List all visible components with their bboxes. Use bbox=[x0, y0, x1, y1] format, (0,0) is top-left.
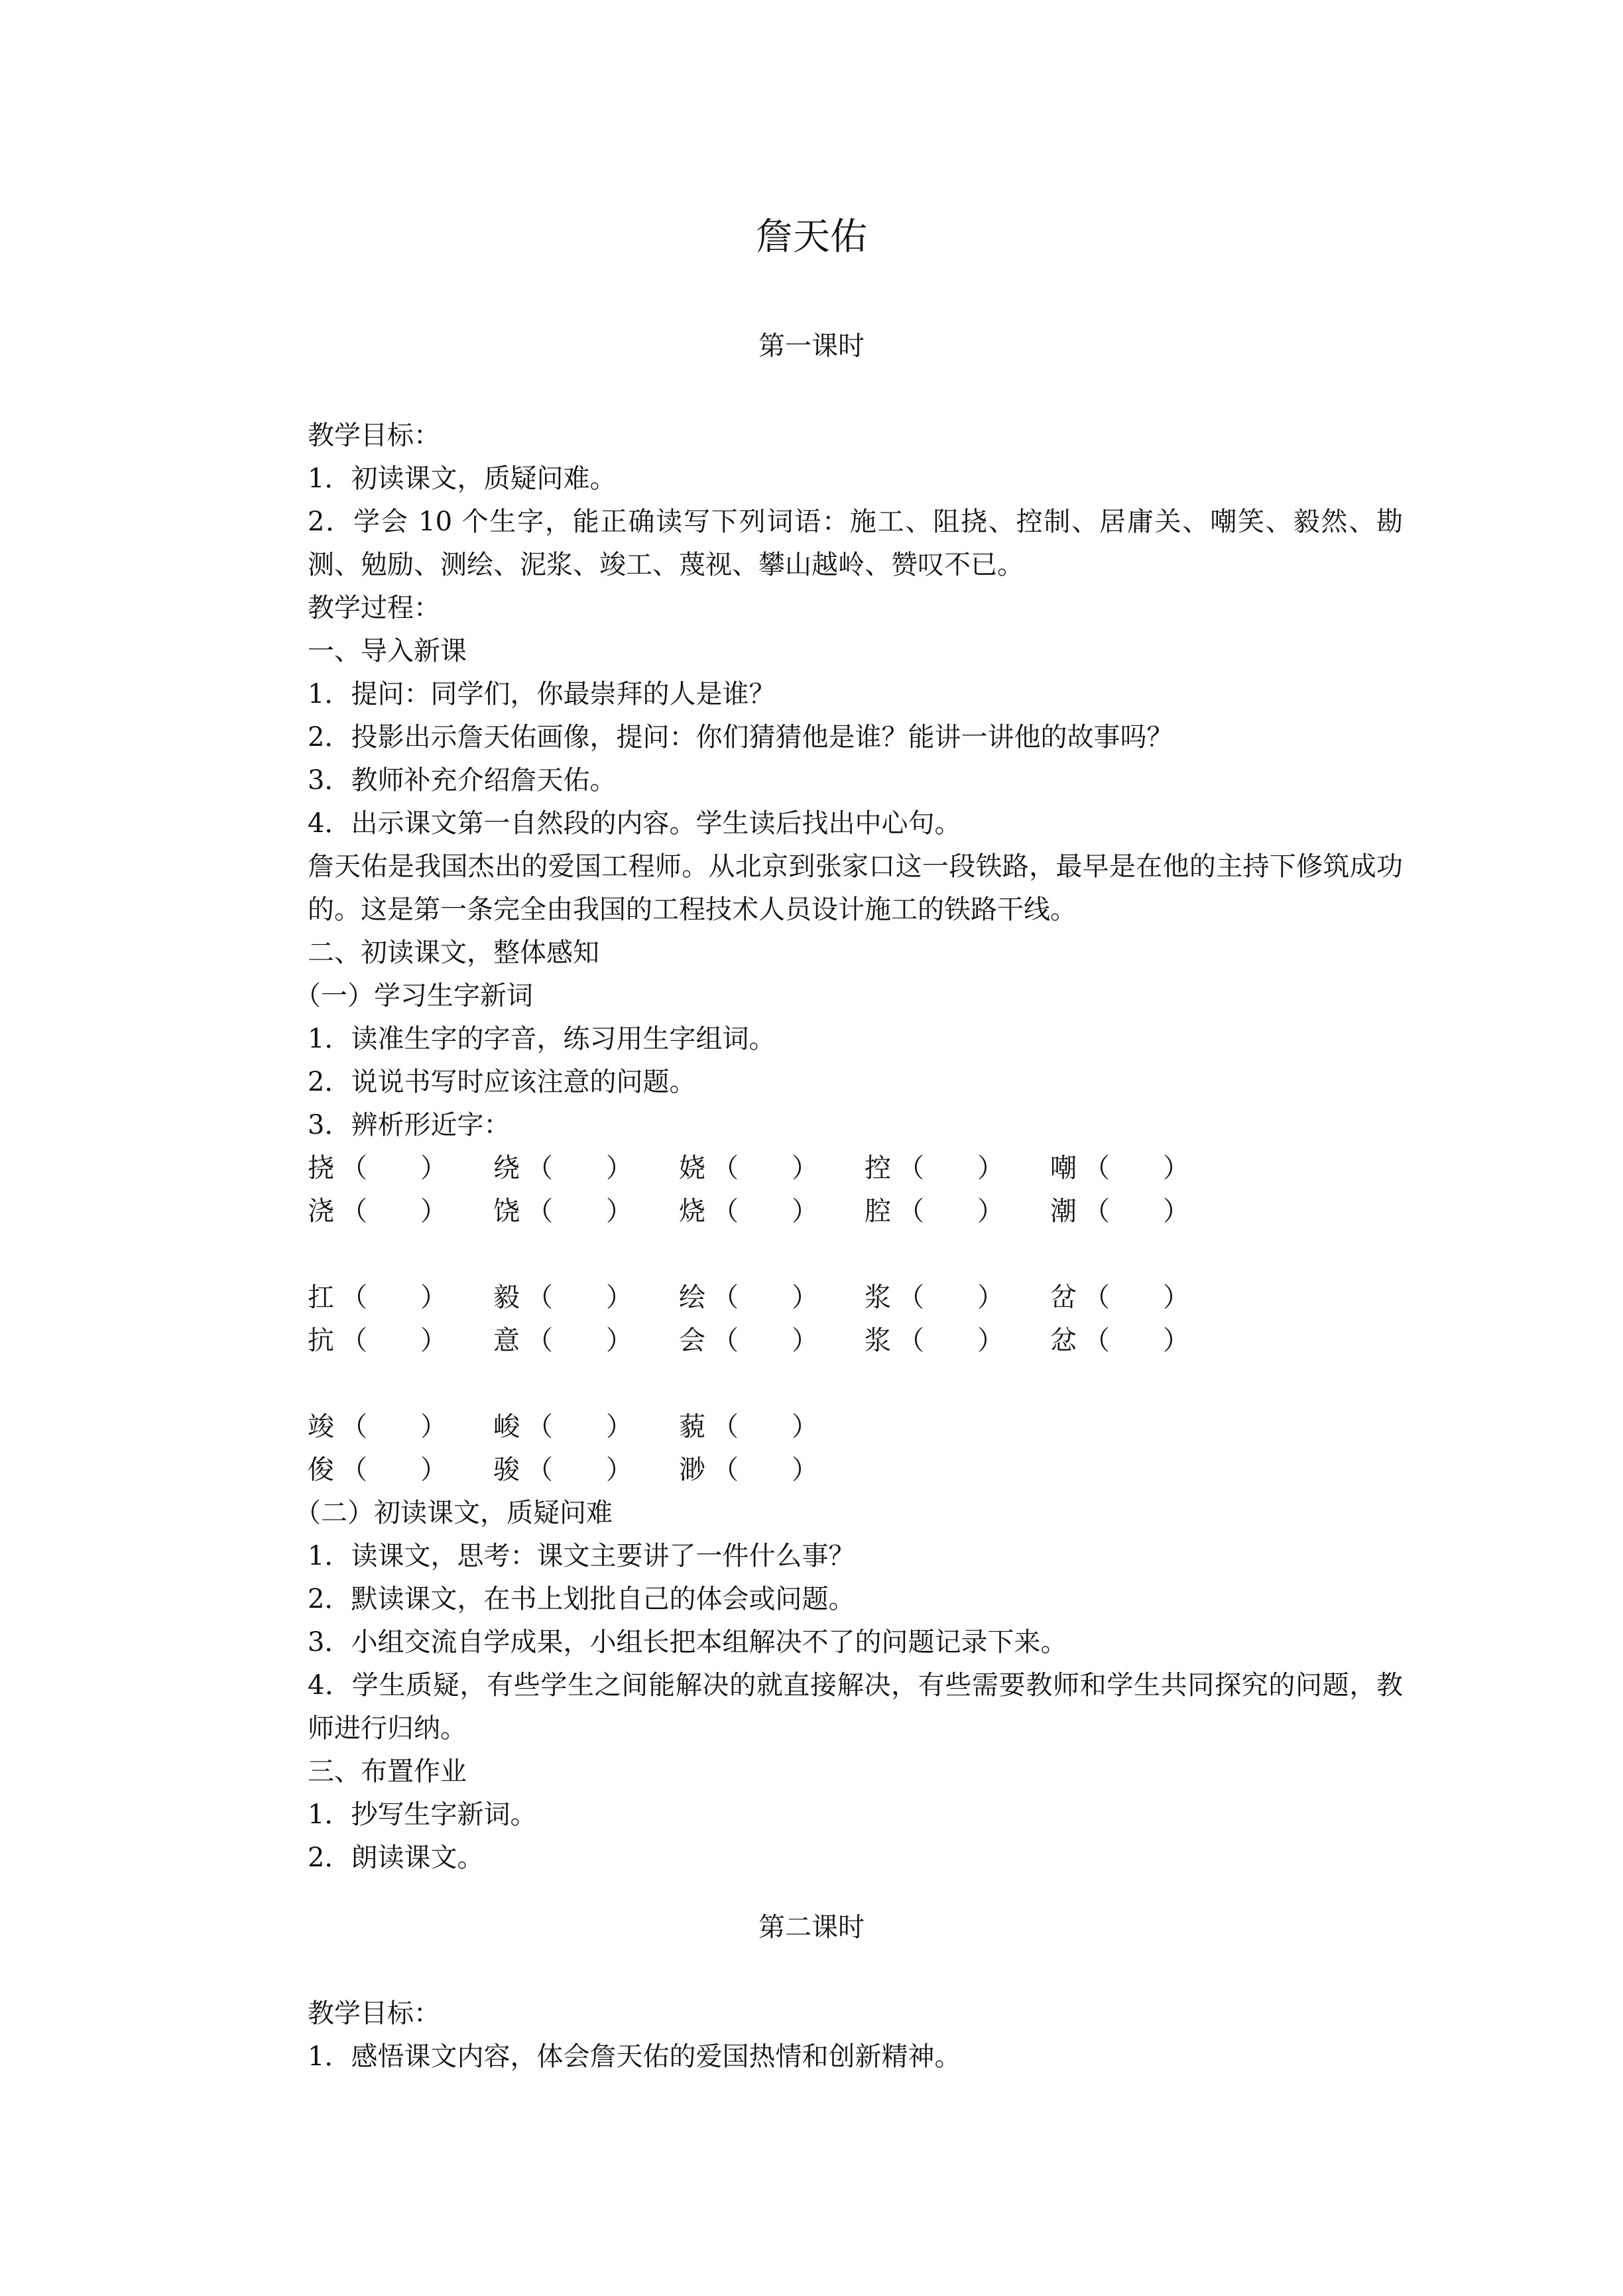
goal-item: 1．感悟课文内容，体会詹天佑的爱国热情和创新精神。 bbox=[308, 2041, 961, 2072]
character: 峻 bbox=[493, 1412, 520, 1442]
blank-parentheses: （ ） bbox=[712, 1325, 818, 1356]
blank-parentheses: （ ） bbox=[341, 1412, 447, 1442]
blank-parentheses: （ ） bbox=[526, 1455, 632, 1485]
list-item: 2．说说书写时应该注意的问题。 bbox=[308, 1067, 696, 1097]
blank-parentheses: （ ） bbox=[712, 1153, 818, 1183]
lesson1-heading: 第一课时 bbox=[758, 331, 865, 361]
character-cell bbox=[1050, 1147, 1189, 1190]
character-row bbox=[248, 1406, 1403, 1449]
blank-parentheses: （ ） bbox=[526, 1412, 632, 1442]
character: 忿 bbox=[1050, 1325, 1077, 1356]
character: 挠 bbox=[308, 1153, 334, 1183]
blank-parentheses: （ ） bbox=[898, 1282, 1004, 1313]
blank-parentheses: （ ） bbox=[898, 1325, 1004, 1356]
character-cell bbox=[308, 1449, 447, 1492]
goals-label: 教学目标： bbox=[308, 420, 440, 451]
blank-parentheses: （ ） bbox=[341, 1282, 447, 1313]
list-item: 2．默读课文，在书上划批自己的体会或问题。 bbox=[308, 1584, 855, 1614]
character-cell bbox=[679, 1190, 818, 1233]
character: 烧 bbox=[679, 1196, 705, 1227]
lesson2-body bbox=[248, 1992, 1403, 2079]
similar-characters-grid bbox=[248, 1147, 1403, 1492]
blank-parentheses: （ ） bbox=[341, 1455, 447, 1485]
character-cell bbox=[1050, 1276, 1189, 1319]
list-item: 1．读课文，思考：课文主要讲了一件什么事？ bbox=[308, 1541, 855, 1571]
character: 潮 bbox=[1050, 1196, 1077, 1227]
blank-parentheses: （ ） bbox=[712, 1455, 818, 1485]
character: 骏 bbox=[493, 1455, 520, 1485]
character: 饶 bbox=[493, 1196, 520, 1227]
section-heading: 二、初读课文，整体感知 bbox=[308, 937, 599, 968]
character-cell bbox=[493, 1190, 632, 1233]
character-cell bbox=[1050, 1319, 1189, 1362]
character: 毅 bbox=[493, 1282, 520, 1313]
list-item: 3．小组交流自学成果，小组长把本组解决不了的问题记录下来。 bbox=[308, 1627, 1067, 1658]
character: 俊 bbox=[308, 1455, 334, 1485]
character: 意 bbox=[493, 1325, 520, 1356]
character: 渺 bbox=[679, 1455, 705, 1485]
character-row bbox=[248, 1190, 1403, 1233]
subsection-heading: （二）初读课文，质疑问难 bbox=[294, 1498, 613, 1528]
character-cell bbox=[493, 1449, 632, 1492]
list-item: 1．读准生字的字音，练习用生字组词。 bbox=[308, 1024, 776, 1054]
blank-parentheses: （ ） bbox=[526, 1282, 632, 1313]
character: 浆 bbox=[865, 1325, 891, 1356]
character: 抗 bbox=[308, 1325, 334, 1356]
document-title: 詹天佑 bbox=[756, 215, 867, 259]
blank-parentheses: （ ） bbox=[1083, 1282, 1189, 1313]
character-cell bbox=[1050, 1190, 1189, 1233]
lesson2-heading: 第二课时 bbox=[758, 1912, 865, 1943]
list-item: 2．朗读课文。 bbox=[308, 1843, 484, 1873]
blank-parentheses: （ ） bbox=[712, 1196, 818, 1227]
character-cell bbox=[865, 1319, 1004, 1362]
blank-parentheses: （ ） bbox=[341, 1153, 447, 1183]
character-cell bbox=[493, 1276, 632, 1319]
blank-parentheses: （ ） bbox=[1083, 1325, 1189, 1356]
goal-item: 2．学会 10 个生字，能正确读写下列词语：施工、阻挠、控制、居庸关、嘲笑、毅然、勘测、勉励、测绘、泥浆、竣工、蔑视、攀山越岭、赞叹不已。 bbox=[308, 507, 1403, 580]
list-item: 3．教师补充介绍詹天佑。 bbox=[308, 765, 617, 796]
blank-parentheses: （ ） bbox=[898, 1196, 1004, 1227]
character-cell bbox=[865, 1276, 1004, 1319]
character-cell bbox=[493, 1319, 632, 1362]
blank-parentheses: （ ） bbox=[898, 1153, 1004, 1183]
blank-parentheses: （ ） bbox=[341, 1325, 447, 1356]
blank-parentheses: （ ） bbox=[712, 1282, 818, 1313]
list-item: 4．学生质疑，有些学生之间能解决的就直接解决，有些需要教师和学生共同探究的问题，教师进行归纳。 bbox=[308, 1670, 1403, 1744]
blank-parentheses: （ ） bbox=[712, 1412, 818, 1442]
blank-parentheses: （ ） bbox=[526, 1153, 632, 1183]
character: 腔 bbox=[865, 1196, 891, 1227]
character: 控 bbox=[865, 1153, 891, 1183]
blank-parentheses: （ ） bbox=[526, 1325, 632, 1356]
process-label: 教学过程： bbox=[308, 593, 440, 623]
character: 嘲 bbox=[1050, 1153, 1077, 1183]
character-cell bbox=[865, 1147, 1004, 1190]
blank-parentheses: （ ） bbox=[341, 1196, 447, 1227]
character-cell bbox=[493, 1406, 632, 1449]
list-item: 2．投影出示詹天佑画像，提问：你们猜猜他是谁？能讲一讲他的故事吗？ bbox=[308, 722, 1173, 753]
character-row bbox=[248, 1319, 1403, 1362]
character: 浆 bbox=[865, 1282, 891, 1313]
blank-parentheses: （ ） bbox=[1083, 1153, 1189, 1183]
character: 藐 bbox=[679, 1412, 705, 1442]
character-row bbox=[248, 1147, 1403, 1190]
blank-parentheses: （ ） bbox=[526, 1196, 632, 1227]
character: 绕 bbox=[493, 1153, 520, 1183]
character-cell bbox=[308, 1190, 447, 1233]
character-cell bbox=[493, 1147, 632, 1190]
blank-parentheses: （ ） bbox=[1083, 1196, 1189, 1227]
subsection-heading: （一）学习生字新词 bbox=[294, 981, 533, 1011]
character-cell bbox=[679, 1406, 818, 1449]
goal-item: 1．初读课文，质疑问难。 bbox=[308, 463, 617, 494]
list-item: 4．出示课文第一自然段的内容。学生读后找出中心句。 bbox=[308, 808, 961, 839]
character-cell bbox=[308, 1319, 447, 1362]
character-cell bbox=[865, 1190, 1004, 1233]
grid-spacer bbox=[248, 1233, 1403, 1276]
character-row bbox=[248, 1449, 1403, 1492]
character: 浇 bbox=[308, 1196, 334, 1227]
character-cell bbox=[308, 1406, 447, 1449]
list-item: 1．提问：同学们，你最崇拜的人是谁？ bbox=[308, 679, 776, 709]
character: 竣 bbox=[308, 1412, 334, 1442]
character-cell bbox=[308, 1147, 447, 1190]
section-heading: 一、导入新课 bbox=[308, 636, 467, 666]
character: 会 bbox=[679, 1325, 705, 1356]
lesson1-body bbox=[248, 414, 1403, 1880]
character-cell bbox=[679, 1319, 818, 1362]
character-cell bbox=[308, 1276, 447, 1319]
section-heading: 三、布置作业 bbox=[308, 1756, 467, 1787]
central-paragraph: 詹天佑是我国杰出的爱国工程师。从北京到张家口这一段铁路，最早是在他的主持下修筑成功的。这是第一条完全由我国的工程技术人员设计施工的铁路干线。 bbox=[308, 851, 1403, 925]
goals-label: 教学目标： bbox=[308, 1998, 440, 2029]
grid-spacer bbox=[248, 1362, 1403, 1406]
list-item: 3．辨析形近字： bbox=[308, 1110, 511, 1140]
character: 扛 bbox=[308, 1282, 334, 1313]
character: 岔 bbox=[1050, 1282, 1077, 1313]
character-row bbox=[248, 1276, 1403, 1319]
character-cell bbox=[679, 1276, 818, 1319]
character-cell bbox=[679, 1449, 818, 1492]
character: 娆 bbox=[679, 1153, 705, 1183]
character: 绘 bbox=[679, 1282, 705, 1313]
character-cell bbox=[679, 1147, 818, 1190]
list-item: 1．抄写生字新词。 bbox=[308, 1799, 537, 1830]
